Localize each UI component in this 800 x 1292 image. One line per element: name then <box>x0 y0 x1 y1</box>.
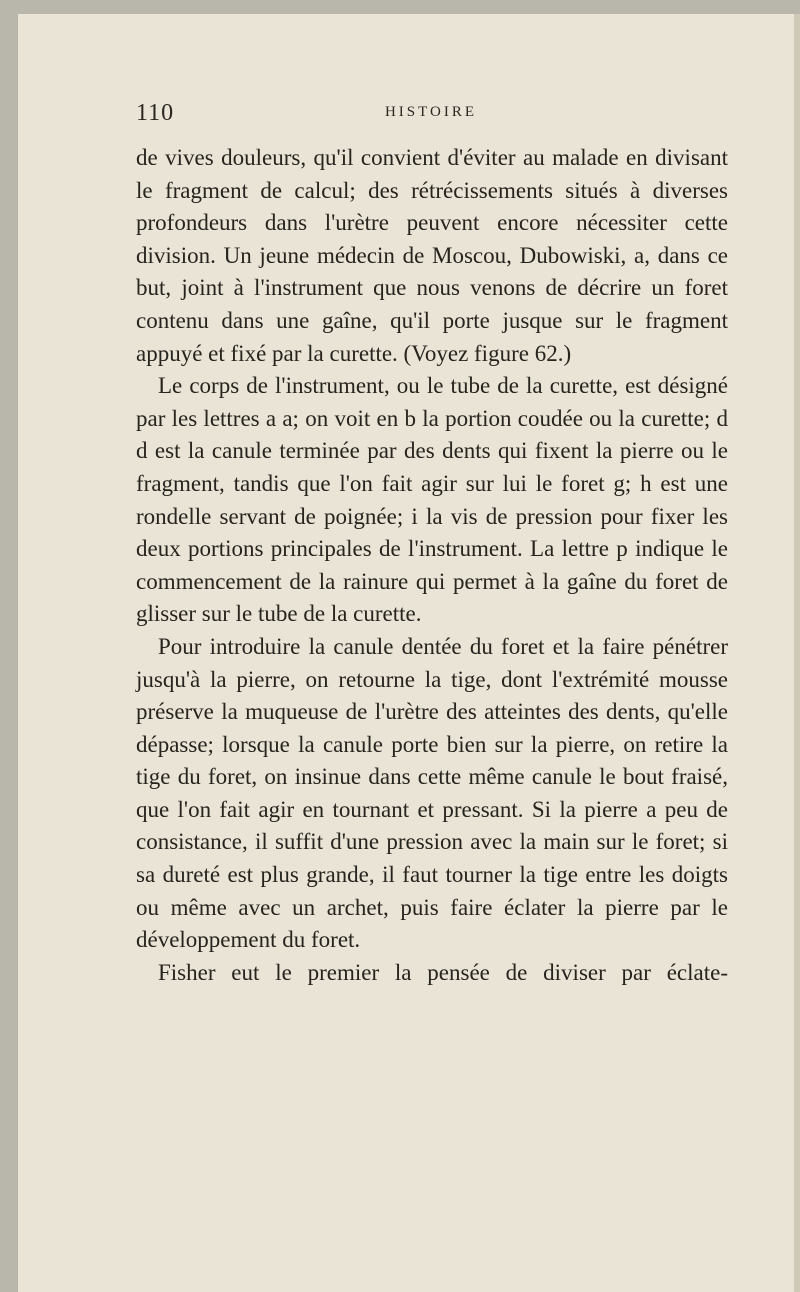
book-page <box>18 14 800 1292</box>
paragraph-fisher: Fisher eut le premier la pensée de diviser par éclate- <box>158 959 728 985</box>
paragraph-continuation: de vives douleurs, qu'il convient d'éviter au malade en divisant le fragment de calcul; des rétrécissements situés à diverses profondeurs dans l'urètre peuvent encore nécessiter cette division. Un jeune médecin de Moscou, Dubowiski, a, dans ce but, joint à l'instrument que nous venons de décrire un foret contenu dans une gaîne, qu'il porte jusque sur le fragment appuyé et fixé par la curette. (Voyez figure 62.) <box>136 145 728 366</box>
paragraph-introduction-procedure: Pour introduire la canule dentée du foret et la faire pénétrer jusqu'à la pierre, on retourne la tige, dont l'extrémité mousse préserve la muqueuse de l'urètre des atteintes des dents, qu'elle dépasse; lorsque la canule porte bien sur la pierre, on retire la tige du foret, on insinue dans cette même canule le bout fraisé, que l'on fait agir en tournant et pressant. Si la pierre a peu de consistance, il suffit d'une pression avec la main sur le foret; si sa dureté est plus grande, il faut tourner la tige entre les doigts ou même avec un archet, puis faire éclater la pierre par le développement du foret. <box>136 633 728 953</box>
body-text <box>136 142 728 989</box>
running-head <box>136 100 726 130</box>
running-title: HISTOIRE <box>384 104 478 120</box>
page-number: 110 <box>136 100 175 126</box>
paragraph-instrument-description: Le corps de l'instrument, ou le tube de la curette, est désigné par les lettres a a; on voit en b la portion coudée ou la curette; d d est la canule terminée par des dents qui fixent la pierre ou le fragment, tandis que l'on fait agir sur lui le foret g; h est une rondelle servant de poignée; i la vis de pression pour fixer les deux portions principales de l'instrument. La lettre p indique le commencement de la rainure qui permet à la gaîne du foret de glisser sur le tube de la curette. <box>136 373 728 627</box>
page-edge <box>794 14 800 1292</box>
